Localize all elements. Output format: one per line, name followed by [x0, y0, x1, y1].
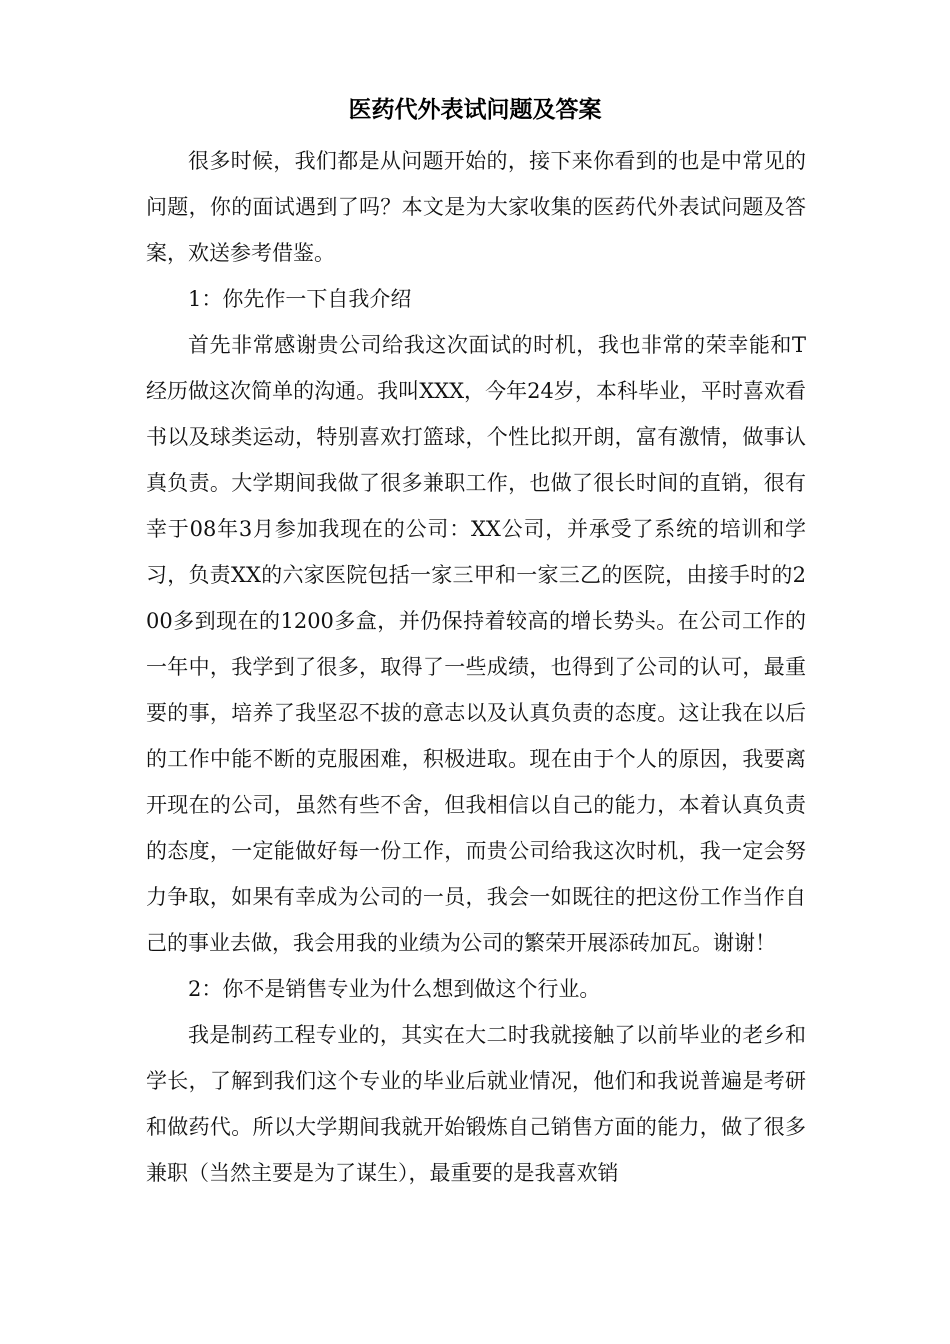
- paragraph-intro: 很多时候，我们都是从问题开始的，接下来你看到的也是中常见的问题，你的面试遇到了吗？本文是为大家收集的医药代外表试问题及答案，欢送参考借鉴。: [146, 149, 806, 265]
- answer-1: 首先非常感谢贵公司给我这次面试的时机，我也非常的荣幸能和T经历做这次简单的沟通。我叫XXX，今年24岁，本科毕业，平时喜欢看书以及球类运动，特别喜欢打篮球，个性比拟开朗，富有激情，做事认真负责。大学期间我做了很多兼职工作，也做了很长时间的直销，很有幸于08年3月参加我现在的公司：XX公司，并承受了系统的培训和学习，负责XX的六家医院包括一家三甲和一家三乙的医院，由接手时的200多到现在的1200多盒，并仍保持着较高的增长势头。在公司工作的一年中，我学到了很多，取得了一些成绩，也得到了公司的认可，最重要的事，培养了我坚忍不拔的意志以及认真负责的态度。这让我在以后的工作中能不断的克服困难，积极进取。现在由于个人的原因，我要离开现在的公司，虽然有些不舍，但我相信以自己的能力，本着认真负责的态度，一定能做好每一份工作，而贵公司给我这次时机，我一定会努力争取，如果有幸成为公司的一员，我会一如既往的把这份工作当作自己的事业去做，我会用我的业绩为公司的繁荣开展添砖加瓦。谢谢！: [146, 333, 806, 955]
- answer-2: 我是制药工程专业的，其实在大二时我就接触了以前毕业的老乡和学长，了解到我们这个专业的毕业后就业情况，他们和我说普遍是考研和做药代。所以大学期间我就开始锻炼自己销售方面的能力，做了很多兼职（当然主要是为了谋生），最重要的是我喜欢销: [146, 1023, 806, 1185]
- question-1: 1：你先作一下自我介绍: [188, 287, 412, 311]
- document-title: 医药代外表试问题及答案: [348, 96, 602, 123]
- document-body: [146, 138, 806, 1196]
- question-2: 2：你不是销售专业为什么想到做这个行业。: [188, 977, 601, 1001]
